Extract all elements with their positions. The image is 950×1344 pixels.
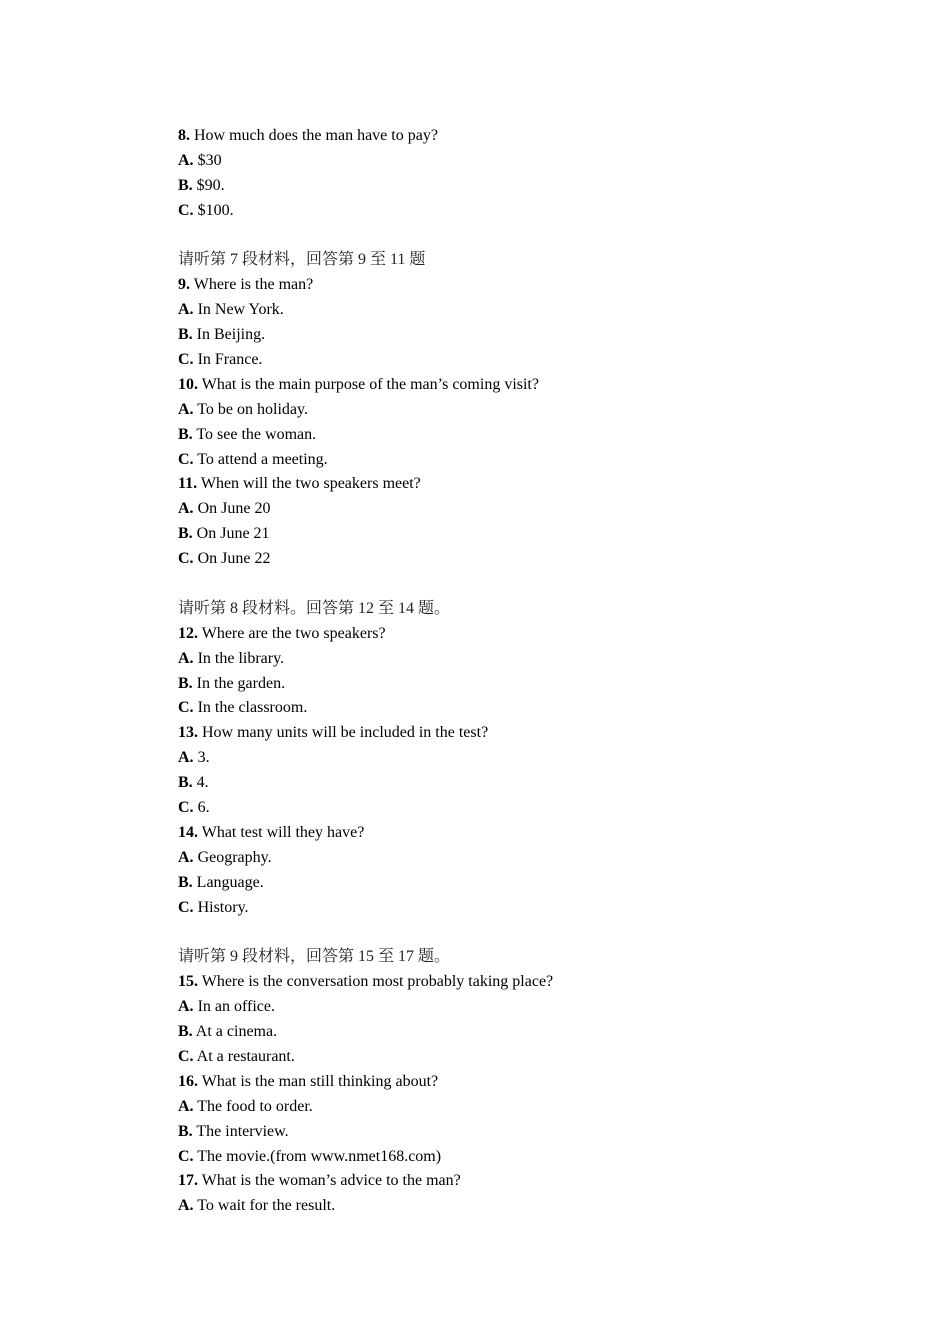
option-label: A. xyxy=(178,400,194,418)
document-page xyxy=(178,124,878,1219)
option-label: C. xyxy=(178,351,194,369)
question-text: When will the two speakers meet? xyxy=(197,475,421,493)
question-line xyxy=(178,821,878,846)
question-text: What is the main purpose of the man’s coming visit? xyxy=(198,375,539,393)
section-heading: 请听第 7 段材料，回答第 9 至 11 题 xyxy=(178,251,426,269)
question-line xyxy=(178,1070,878,1095)
question-text: Where is the conversation most probably taking place? xyxy=(198,973,554,991)
option-text: On June 21 xyxy=(192,525,270,543)
option-text: 3. xyxy=(193,749,210,767)
answer-option xyxy=(178,174,878,199)
option-label: C. xyxy=(178,550,194,568)
question-text: How much does the man have to pay? xyxy=(190,127,438,144)
answer-option xyxy=(178,771,878,796)
option-text: In Beijing. xyxy=(192,326,266,344)
question-line xyxy=(178,622,878,647)
option-label: A. xyxy=(178,151,194,169)
answer-option xyxy=(178,522,878,547)
option-label: A. xyxy=(178,500,194,518)
question-line xyxy=(178,373,878,398)
option-label: A. xyxy=(178,749,194,767)
answer-option xyxy=(178,448,878,473)
answer-option xyxy=(178,696,878,721)
answer-option xyxy=(178,149,878,174)
question-block xyxy=(178,248,878,572)
question-line xyxy=(178,124,878,149)
option-text: The food to order. xyxy=(193,1097,313,1115)
option-label: B. xyxy=(178,525,193,543)
question-number: 16. xyxy=(178,1072,198,1090)
option-text: The movie.(from www.nmet168.com) xyxy=(193,1147,442,1165)
option-label: C. xyxy=(178,699,194,717)
answer-option xyxy=(178,846,878,871)
question-number: 14. xyxy=(178,823,198,841)
answer-option xyxy=(178,547,878,572)
option-text: In France. xyxy=(193,351,263,369)
question-number: 8. xyxy=(178,127,190,144)
answer-option xyxy=(178,1095,878,1120)
question-number: 9. xyxy=(178,276,190,294)
answer-option xyxy=(178,1045,878,1070)
option-text: The interview. xyxy=(192,1122,289,1140)
question-number: 13. xyxy=(178,724,198,742)
option-label: A. xyxy=(178,1097,194,1115)
option-label: B. xyxy=(178,425,193,443)
option-label: B. xyxy=(178,774,193,792)
answer-option xyxy=(178,398,878,423)
answer-option xyxy=(178,423,878,448)
option-label: C. xyxy=(178,898,194,916)
option-label: C. xyxy=(178,1147,194,1165)
question-block xyxy=(178,945,878,1219)
answer-option xyxy=(178,298,878,323)
question-number: 10. xyxy=(178,375,198,393)
option-text: In an office. xyxy=(193,998,276,1016)
answer-option xyxy=(178,746,878,771)
question-number: 12. xyxy=(178,624,198,642)
option-text: History. xyxy=(193,898,249,916)
option-text: $90. xyxy=(192,176,225,194)
option-text: $30 xyxy=(193,151,222,169)
option-text: $100. xyxy=(193,201,234,219)
option-text: At a cinema. xyxy=(192,1023,278,1041)
option-text: To see the woman. xyxy=(192,425,317,443)
question-block xyxy=(178,597,878,921)
section-heading: 请听第 8 段材料。回答第 12 至 14 题。 xyxy=(178,599,451,617)
question-line xyxy=(178,721,878,746)
question-line xyxy=(178,1169,878,1194)
answer-option xyxy=(178,1145,878,1170)
answer-option xyxy=(178,896,878,921)
question-text: What is the woman’s advice to the man? xyxy=(198,1172,461,1190)
answer-option xyxy=(178,796,878,821)
option-text: Language. xyxy=(192,873,264,891)
option-label: A. xyxy=(178,649,194,667)
option-label: C. xyxy=(178,201,194,219)
section-heading: 请听第 9 段材料，回答第 15 至 17 题。 xyxy=(178,948,451,966)
answer-option xyxy=(178,1020,878,1045)
answer-option xyxy=(178,199,878,224)
answer-option xyxy=(178,647,878,672)
question-line xyxy=(178,472,878,497)
option-text: On June 20 xyxy=(193,500,271,518)
answer-option xyxy=(178,323,878,348)
option-text: To attend a meeting. xyxy=(193,450,328,468)
answer-option xyxy=(178,995,878,1020)
option-text: To wait for the result. xyxy=(193,1197,336,1215)
question-block xyxy=(178,124,878,224)
option-label: B. xyxy=(178,1023,193,1041)
question-number: 15. xyxy=(178,973,198,991)
question-text: How many units will be included in the test? xyxy=(198,724,489,742)
answer-option xyxy=(178,1194,878,1219)
option-text: 4. xyxy=(192,774,209,792)
option-label: C. xyxy=(178,799,194,817)
question-text: What test will they have? xyxy=(198,823,365,841)
option-label: A. xyxy=(178,848,194,866)
option-label: B. xyxy=(178,176,193,194)
question-line xyxy=(178,273,878,298)
option-text: At a restaurant. xyxy=(193,1047,295,1065)
question-line xyxy=(178,970,878,995)
option-text: In the classroom. xyxy=(193,699,308,717)
option-label: B. xyxy=(178,873,193,891)
question-number: 11. xyxy=(178,475,198,493)
option-label: B. xyxy=(178,674,193,692)
question-text: Where is the man? xyxy=(190,276,314,294)
question-text: Where are the two speakers? xyxy=(198,624,386,642)
option-text: To be on holiday. xyxy=(193,400,308,418)
answer-option xyxy=(178,672,878,697)
option-label: A. xyxy=(178,1197,194,1215)
option-text: On June 22 xyxy=(193,550,271,568)
option-text: 6. xyxy=(193,799,210,817)
question-number: 17. xyxy=(178,1172,198,1190)
answer-option xyxy=(178,348,878,373)
option-label: C. xyxy=(178,1047,194,1065)
option-text: In New York. xyxy=(193,301,284,319)
option-label: B. xyxy=(178,1122,193,1140)
option-label: A. xyxy=(178,998,194,1016)
option-label: B. xyxy=(178,326,193,344)
question-text: What is the man still thinking about? xyxy=(198,1072,439,1090)
answer-option xyxy=(178,871,878,896)
option-text: In the garden. xyxy=(192,674,286,692)
option-label: C. xyxy=(178,450,194,468)
option-text: In the library. xyxy=(193,649,285,667)
answer-option xyxy=(178,1120,878,1145)
answer-option xyxy=(178,497,878,522)
option-text: Geography. xyxy=(193,848,272,866)
option-label: A. xyxy=(178,301,194,319)
